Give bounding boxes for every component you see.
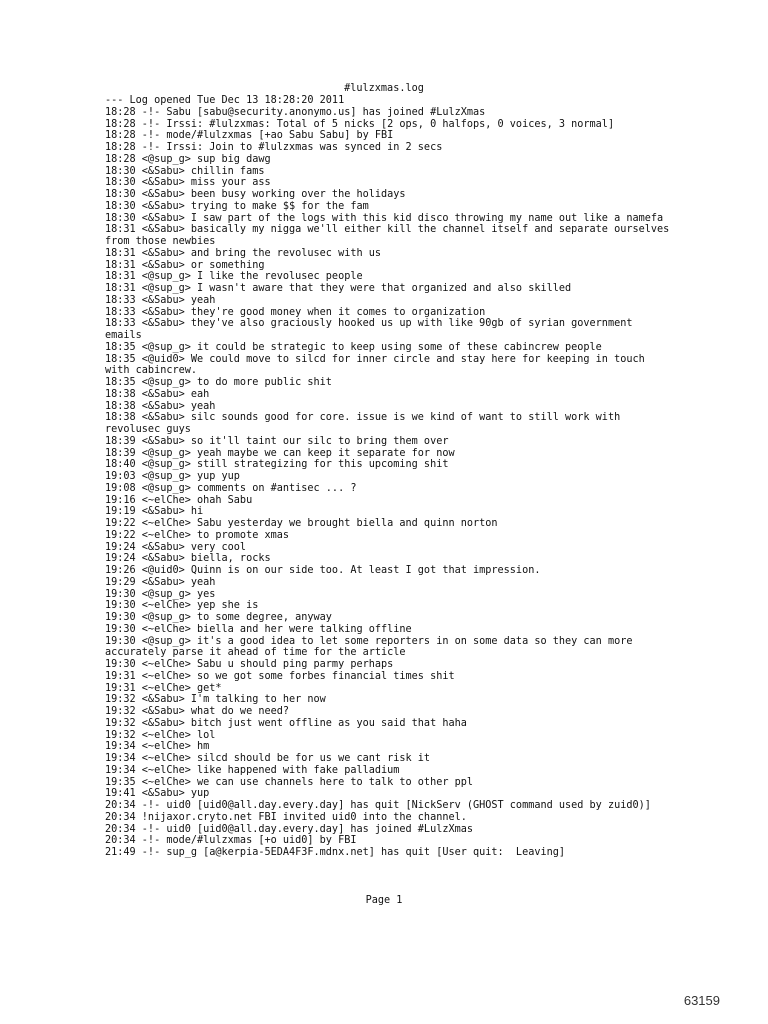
document-id: 63159 [683,993,720,1008]
log-line: 18:35 <@sup_g> to do more public shit [105,377,332,388]
log-line: 20:34 !nijaxor.cryto.net FBI invited uid0 into the channel. [105,811,467,823]
log-line: 18:38 <&Sabu> silc sounds good for core. issue is we kind of want to still work with revolusec guys [105,412,627,435]
log-line: 20:34 -!- uid0 [uid0@all.day.every.day] has joined #LulzXmas [105,823,474,835]
log-line: --- Log opened Tue Dec 13 18:28:20 2011 [105,95,345,106]
log-line: 19:08 <@sup_g> comments on #antisec ... ? [105,482,357,494]
log-line: 18:33 <&Sabu> they're good money when it comes to organization [105,306,486,318]
page-number: Page 1 [365,895,403,906]
log-line: 18:35 <@sup_g> it could be strategic to keep using some of these cabincrew people [105,341,602,353]
log-line: 18:39 <&Sabu> so it'll taint our silc to bring them over [105,435,449,447]
log-line: 19:22 <~elChe> Sabu yesterday we brought biella and quinn norton [105,518,498,529]
chat-log [105,95,675,859]
log-line: 18:31 <&Sabu> basically my nigga we'll either kill the channel itself and separate ourselves from those newbies [105,224,676,247]
log-line: 18:28 -!- Irssi: Join to #lulzxmas was synced in 2 secs [105,142,443,153]
log-line: 19:30 <@sup_g> it's a good idea to let some reporters in on some data so they can more accurately parse it ahead of time for the article [105,635,639,659]
log-line: 20:34 -!- uid0 [uid0@all.day.every.day] has quit [NickServ (GHOST command used by zuid0)] [105,800,651,811]
log-line: 19:35 <~elChe> we can use channels here to talk to other ppl [105,776,474,788]
log-line: 18:31 <@sup_g> I like the revolusec people [105,271,363,283]
log-line: 18:39 <@sup_g> yeah maybe we can keep it separate for now [105,447,455,459]
log-line: 19:31 <~elChe> so we got some forbes financial times shit [105,670,455,682]
log-line: 19:32 <&Sabu> what do we need? [105,706,290,717]
document-title: #lulzxmas.log [344,83,424,94]
log-line: 18:28 -!- mode/#lulzxmas [+ao Sabu Sabu] by FBI [105,130,394,142]
log-line: 18:31 <@sup_g> I wasn't aware that they were that organized and also skilled [105,283,572,294]
log-line: 19:30 <~elChe> Sabu u should ping parmy perhaps [105,659,394,670]
log-line: 19:32 <~elChe> lol [105,729,216,741]
log-line: 19:34 <~elChe> hm [105,741,210,753]
log-line: 19:16 <~elChe> ohah Sabu [105,494,253,506]
log-line: 19:30 <@sup_g> yes [105,588,216,600]
log-line: 19:24 <&Sabu> very cool [105,541,247,553]
log-line: 18:31 <&Sabu> or something [105,259,265,271]
log-line: 19:34 <~elChe> silcd should be for us we cant risk it [105,753,431,764]
log-line: 18:30 <&Sabu> trying to make $$ for the fam [105,200,369,212]
log-line: 19:26 <@uid0> Quinn is on our side too. At least I got that impression. [105,565,541,576]
log-line: 19:41 <&Sabu> yup [105,788,210,800]
log-line: 19:30 <~elChe> biella and her were talking offline [105,623,412,635]
log-line: 18:38 <&Sabu> eah [105,388,210,400]
log-line: 18:38 <&Sabu> yeah [105,400,216,412]
log-line: 18:28 -!- Irssi: #lulzxmas: Total of 5 nicks [2 ops, 0 halfops, 0 voices, 3 normal] [105,118,615,130]
log-line: 19:30 <@sup_g> to some degree, anyway [105,612,332,623]
log-line: 19:32 <&Sabu> I'm talking to her now [105,694,326,706]
log-line: 18:33 <&Sabu> they've also graciously hooked us up with like 90gb of syrian government emails [105,318,639,341]
log-line: 19:31 <~elChe> get* [105,682,222,694]
log-line: 19:32 <&Sabu> bitch just went offline as you said that haha [105,717,467,729]
log-line: 18:30 <&Sabu> miss your ass [105,177,271,189]
log-line: 19:22 <~elChe> to promote xmas [105,529,290,541]
log-line: 18:35 <@uid0> We could move to silcd for inner circle and stay here for keeping in touch with cabincrew. [105,353,651,377]
log-line: 19:34 <~elChe> like happened with fake palladium [105,764,400,776]
log-line: 18:30 <&Sabu> I saw part of the logs with this kid disco throwing my name out like a namefa [105,212,664,224]
log-line: 18:28 <@sup_g> sup big dawg [105,153,271,165]
log-line: 21:49 -!- sup_g [a@kerpia-5EDA4F3F.mdnx.net] has quit [User quit: Leaving] [105,847,566,858]
log-line: 20:34 -!- mode/#lulzxmas [+o uid0] by FBI [105,835,357,847]
log-line: 19:03 <@sup_g> yup yup [105,471,240,482]
log-line: 18:31 <&Sabu> and bring the revolusec with us [105,247,382,259]
log-line: 19:29 <&Sabu> yeah [105,576,216,588]
log-line: 18:40 <@sup_g> still strategizing for this upcoming shit [105,459,449,471]
log-line: 18:30 <&Sabu> been busy working over the holidays [105,189,406,200]
log-line: 19:19 <&Sabu> hi [105,506,204,518]
log-line: 19:30 <~elChe> yep she is [105,600,259,612]
log-line: 18:30 <&Sabu> chillin fams [105,165,265,177]
log-line: 18:28 -!- Sabu [sabu@security.anonymo.us] has joined #LulzXmas [105,106,486,118]
log-line: 19:24 <&Sabu> biella, rocks [105,553,271,565]
log-line: 18:33 <&Sabu> yeah [105,294,216,306]
